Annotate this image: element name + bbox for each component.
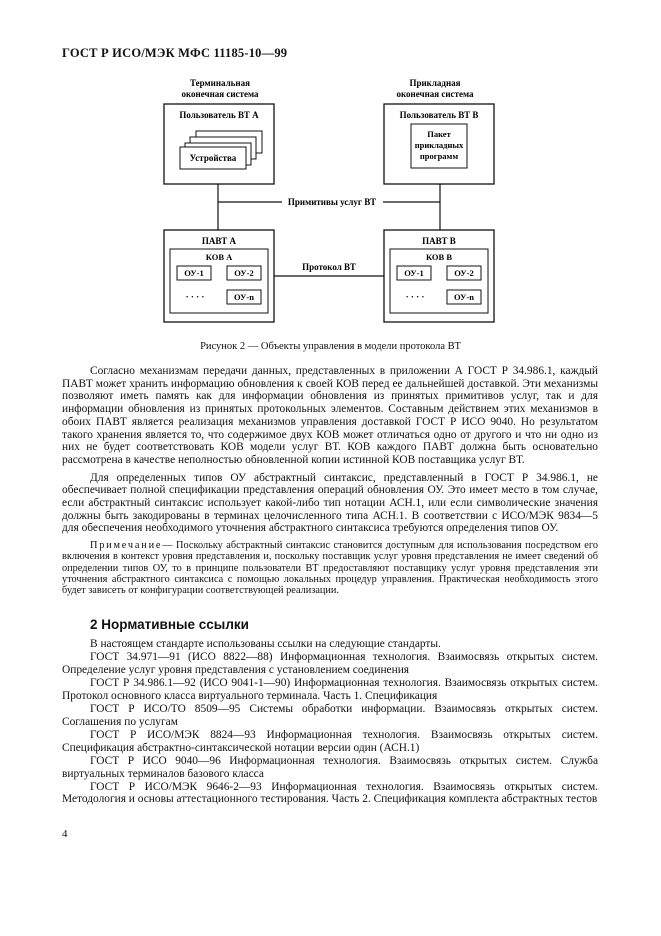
section-title: 2 Нормативные ссылки bbox=[90, 617, 249, 632]
kov-a-label: КОВ А bbox=[205, 252, 233, 262]
dots-a: · · · · bbox=[185, 292, 205, 302]
figure-caption: Рисунок 2 — Объекты управления в модели протокола ВТ bbox=[200, 341, 461, 352]
vt-protocol-diagram bbox=[0, 0, 661, 340]
paragraph: Для определенных типов ОУ абстрактный синтаксис, представленный в ГОСТ Р 34.986.1, не обеспечивает полной спецификации представления операций обновления ОУ. Это имеет место в том случае, если абстрактный синтаксис использует какой-либо тип нотации АСН.1, или если символические значения должны быть закодированы в терминах целочисленного типа АСН.1. В соответствии с ИСО/МЭК 9834—5 для обеспечения необходимого уточнения абстрактного синтаксиса требуются определения типов ОУ. bbox=[62, 471, 598, 535]
pavt-a-label: ПАВТ А bbox=[201, 236, 237, 246]
pavt-b-label: ПАВТ В bbox=[422, 236, 456, 246]
ou2-b-label: ОУ-2 bbox=[454, 268, 474, 278]
primitives-label: Примитивы услуг ВТ bbox=[287, 197, 377, 207]
oun-b-label: ОУ-n bbox=[454, 292, 474, 302]
app-package-line-2: прикладных bbox=[414, 140, 464, 150]
app-package-line-1: Пакет bbox=[427, 129, 451, 139]
app-system-label-1: Прикладная bbox=[409, 78, 461, 88]
oun-a-label: ОУ-n bbox=[234, 292, 254, 302]
references-intro: В настоящем стандарте использованы ссылки на следующие стандарты. bbox=[90, 638, 441, 650]
ou2-a-label: ОУ-2 bbox=[234, 268, 254, 278]
protocol-label: Протокол ВТ bbox=[302, 262, 356, 272]
page-number: 4 bbox=[62, 828, 68, 840]
reference-item: ГОСТ Р ИСО/ТО 8509—95 Системы обработки информации. Взаимосвязь открытых систем. Соглашения по услугам bbox=[62, 703, 598, 728]
dots-b: · · · · bbox=[405, 292, 425, 302]
terminal-system-label-1: Терминальная bbox=[190, 78, 250, 88]
paragraph: Согласно механизмам передачи данных, представленных в приложении А ГОСТ Р 34.986.1, каждый ПАВТ может хранить информацию обновления к своей КОВ перед ее дальнейшей доставкой. Эти механизмы позволяют иметь память как для информации обновления из принятых примитивов услуг, так и для информации обновления из принятых протокольных элементов. Составным действием этих механизмов в обоих ПАВТ является реализация механизмов управления доставкой ГОСТ Р ИСО 9040. Но результатом такого хранения является то, что содержимое двух КОВ может отличаться одно от другого и что ни одно из них не будет соответствовать КОВ модели услуг ВТ. КОВ каждого ПАВТ должна быть основательно рассмотрена в качестве неполностью обновленной копии истинной КОВ поставщика услуг ВТ. bbox=[62, 365, 598, 466]
app-package-line-3: программ bbox=[419, 151, 459, 161]
app-system-label-2: оконечная система bbox=[396, 89, 474, 99]
body-section bbox=[62, 365, 598, 602]
terminal-system-label-2: оконечная система bbox=[181, 89, 259, 99]
kov-b-label: КОВ В bbox=[425, 252, 453, 262]
user-a-label: Пользователь ВТ А bbox=[179, 110, 259, 120]
document-header: ГОСТ Р ИСО/МЭК МФС 11185-10—99 bbox=[62, 46, 288, 60]
ou1-b-label: ОУ-1 bbox=[404, 268, 424, 278]
note-label: Примечание bbox=[90, 540, 163, 552]
reference-item: ГОСТ Р ИСО/МЭК 9646-2—93 Информационная технология. Взаимосвязь открытых систем. Методология и основы аттестационного тестирования. Часть 2. Спецификация комплекта абстрактных тестов bbox=[62, 780, 598, 806]
ou1-a-label: ОУ-1 bbox=[184, 268, 204, 278]
reference-item: ГОСТ Р ИСО/МЭК 8824—93 Информационная технология. Взаимосвязь открытых систем. Спецификация абстрактно-синтаксической нотации версии один (АСН.1) bbox=[62, 728, 598, 754]
note-text: — Поскольку абстрактный синтаксис становится доступным для использования посредством его включения в контекст уровня представления и, поскольку поставщик услуг уровня представления не имеет сведений об определении типов ОУ, то в принципе пользователи ВТ предоставляют поставщику услуг уровня представления эти уточнения абстрактного синтаксиса с помощью локальных процедур управления. Практическая необходимость этого будет зависеть от конфигурации соответствующей реализации. bbox=[62, 540, 598, 597]
references-list bbox=[62, 638, 598, 807]
user-b-label: Пользователь ВТ В bbox=[399, 110, 479, 120]
reference-item: ГОСТ 34.971—91 (ИСО 8822—88) Информационная технология. Взаимосвязь открытых систем. Определение услуг уровня представления с установлением соединения bbox=[62, 651, 598, 676]
devices-label: Устройства bbox=[189, 153, 237, 163]
note bbox=[62, 540, 598, 596]
reference-item: ГОСТ Р ИСО 9040—96 Информационная технология. Взаимосвязь открытых систем. Служба виртуальных терминалов базового класса bbox=[62, 754, 598, 780]
reference-item: ГОСТ Р 34.986.1—92 (ИСО 9041-1—90) Информационная технология. Взаимосвязь открытых систем. Протокол основного класса виртуального терминала. Часть 1. Спецификация bbox=[62, 677, 598, 702]
